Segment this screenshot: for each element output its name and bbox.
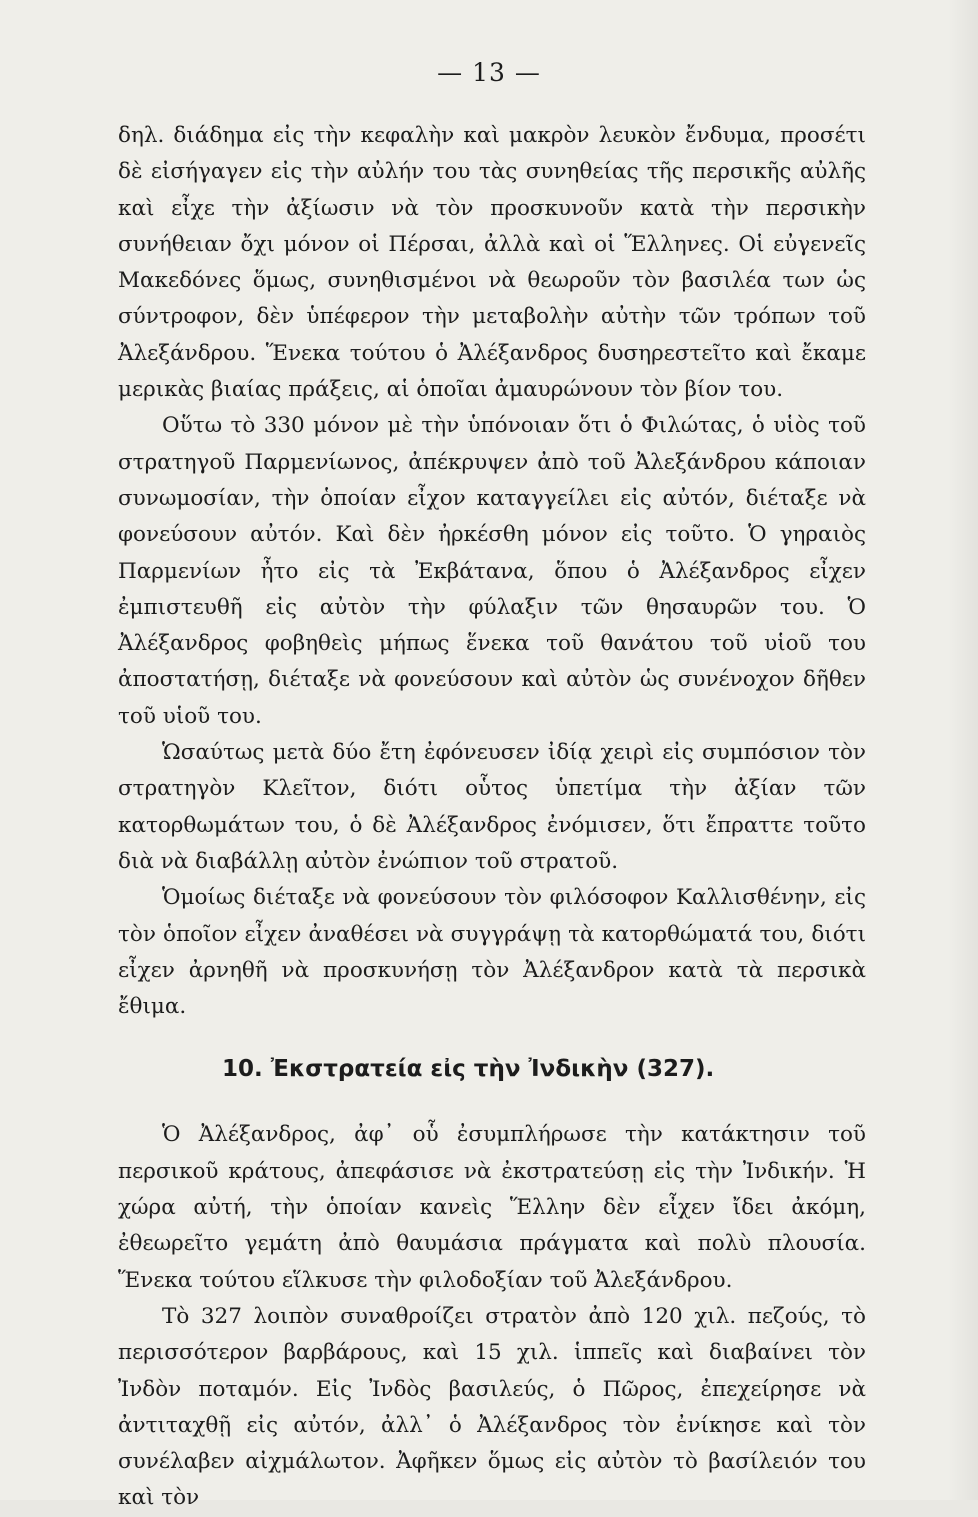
section-heading: 10. Ἐκστρατεία εἰς τὴν Ἰνδικὴν (327). [222, 1056, 715, 1083]
paragraph-poros: Τὸ 327 λοιπὸν συναθροίζει στρατὸν ἀπὸ 120 χιλ. πεζούς, τὸ περισσότερον βαρβάρους, καὶ 15 χιλ. ἱππεῖς καὶ διαβαίνει τὸν Ἰνδὸν ποταμόν. Εἰς Ἰνδὸς βασιλεύς, ὁ Πῶρος, ἐπεχείρησε νὰ ἀντιταχθῇ εἰς αὐτόν, ἀλλ᾽ ὁ Ἀλέξανδρος τὸν ἐνίκησε καὶ τὸν συνέλαβεν αἰχμάλωτον. Ἀφῆκεν ὅμως εἰς αὐτὸν τὸ βασίλειόν του καὶ τὸν [118, 1303, 866, 1511]
paragraph-kallisthenes: Ὁμοίως διέταξε νὰ φονεύσουν τὸν φιλόσοφον Καλλισθένην, εἰς τὸν ὁποῖον εἶχεν ἀναθέσει νὰ συγγράψῃ τὰ κατορθώματά του, διότι εἶχεν ἀρνηθῆ νὰ προσκυνήσῃ τὸν Ἀλέξανδρον κατὰ τὰ περσικὰ ἔθιμα. [118, 885, 866, 1020]
paragraph-philotas: Οὕτω τὸ 330 μόνον μὲ τὴν ὑπόνοιαν ὅτι ὁ Φιλώτας, ὁ υἱὸς τοῦ στρατηγοῦ Παρμενίωνος, ἀπέκρυψεν ἀπὸ τοῦ Ἀλεξάνδρου κάποιαν συνωμοσίαν, τὴν ὁποίαν εἶχον καταγγείλει εἰς αὐτόν, διέταξε νὰ φονεύσουν αὐτόν. Καὶ δὲν ἠρκέσθη μόνον εἰς τοῦτο. Ὁ γηραιὸς Παρμενίων ἦτο εἰς τὰ Ἐκβάτανα, ὅπου ὁ Ἀλέξανδρος εἶχεν ἐμπιστευθῆ εἰς αὐτὸν τὴν φύλαξιν τῶν θησαυρῶν του. Ὁ Ἀλέξανδρος φοβηθεὶς μήπως ἕνεκα τοῦ θανάτου τοῦ υἱοῦ του ἀποστατήσῃ, διέταξε νὰ φονεύσουν καὶ αὐτὸν ὡς συνένοχον δῆθεν τοῦ υἱοῦ του. [118, 413, 866, 729]
paragraph-india-campaign: Ὁ Ἀλέξανδρος, ἀφ᾽ οὗ ἐσυμπλήρωσε τὴν κατάκτησιν τοῦ περσικοῦ κράτους, ἀπεφάσισε νὰ ἐκστρατεύσῃ εἰς τὴν Ἰνδικήν. Ἡ χώρα αὐτή, τὴν ὁποίαν κανεὶς Ἕλλην δὲν εἶχεν ἴδει ἀκόμη, ἐθεωρεῖτο γεμάτη ἀπὸ θαυμάσια πράγματα καὶ πολὺ πλουσία. Ἕνεκα τούτου εἵλκυσε τὴν φιλοδοξίαν τοῦ Ἀλεξάνδρου. [118, 1122, 866, 1293]
paragraph-diadem: δηλ. διάδημα εἰς τὴν κεφαλὴν καὶ μακρὸν λευκὸν ἔνδυμα, προσέτι δὲ εἰσήγαγεν εἰς τὴν αὐλήν του τὰς συνηθείας τῆς περσικῆς αὐλῆς καὶ εἶχε τὴν ἀξίωσιν νὰ τὸν προσκυνοῦν κατὰ τὴν περσικὴν συνήθειαν ὄχι μόνον οἱ Πέρσαι, ἀλλὰ καὶ οἱ Ἕλληνες. Οἱ εὐγενεῖς Μακεδόνες ὅμως, συνηθισμένοι νὰ θεωροῦν τὸν βασιλέα των ὡς σύντροφον, δὲν ὑπέφερον τὴν μεταβολὴν αὐτὴν τῶν τρόπων τοῦ Ἀλεξάνδρου. Ἕνεκα τούτου ὁ Ἀλέξανδρος δυσηρεστεῖτο καὶ ἔκαμε μερικὰς βιαίας πράξεις, αἱ ὁποῖαι ἀμαυρώνουν τὸν βίον του. [118, 123, 866, 403]
page-body [118, 118, 866, 1517]
paragraph-kleitos: Ὡσαύτως μετὰ δύο ἔτη ἐφόνευσεν ἰδίᾳ χειρὶ εἰς συμπόσιον τὸν στρατηγὸν Κλεῖτον, διότι οὗτος ὑπετίμα τὴν ἀξίαν τῶν κατορθωμάτων του, ὁ δὲ Ἀλέξανδρος ἐνόμισεν, ὅτι ἔπραττε τοῦτο διὰ νὰ διαβάλλῃ αὐτὸν ἐνώπιον τοῦ στρατοῦ. [118, 740, 866, 874]
page-number: — 13 — [437, 58, 541, 87]
page-edge-shadow [948, 0, 978, 1500]
